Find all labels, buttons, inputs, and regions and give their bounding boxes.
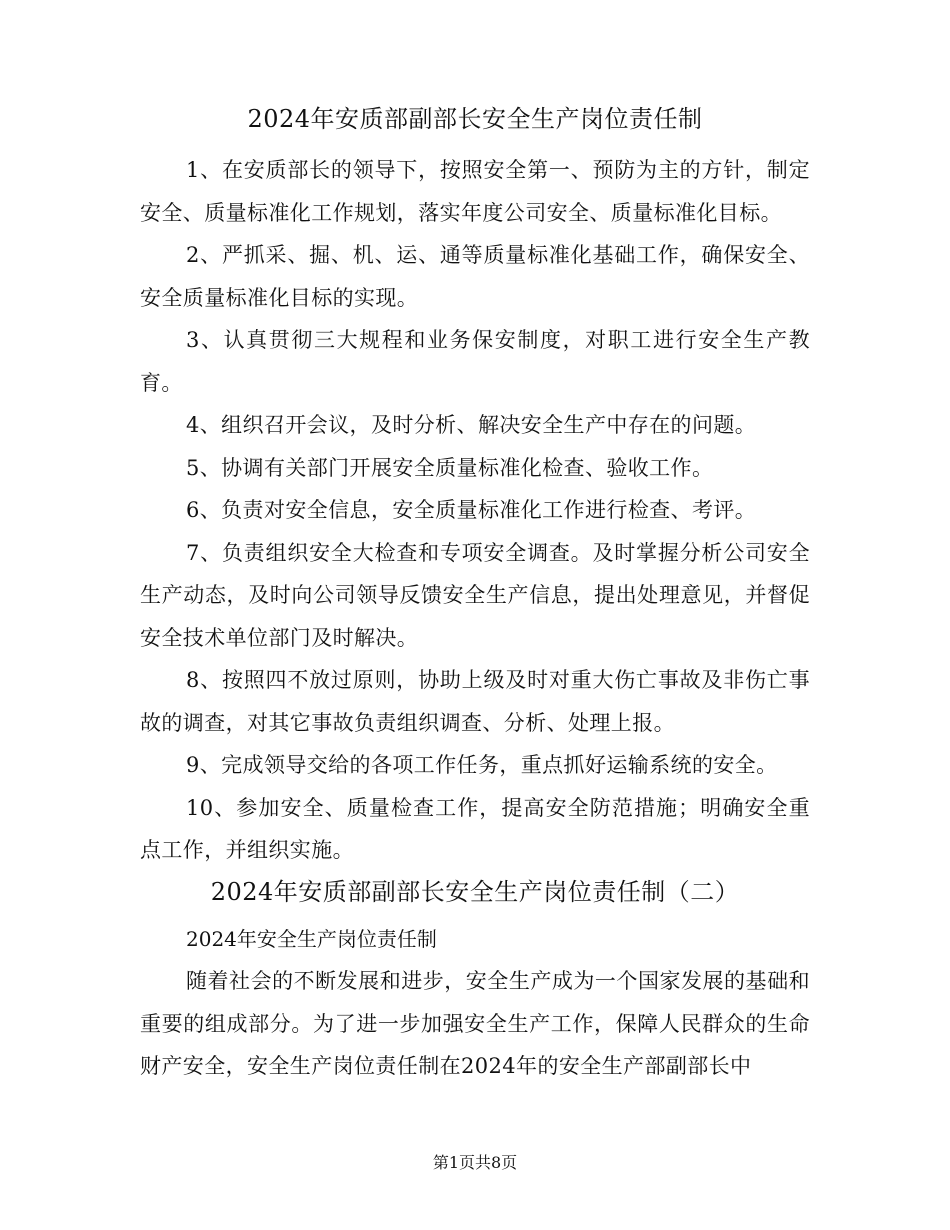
clause-4: 4、组织召开会议，及时分析、解决安全生产中存在的问题。	[186, 413, 757, 437]
clause-9: 9、完成领导交给的各项工作任务，重点抓好运输系统的安全。	[186, 753, 778, 777]
clause-1: 1、在安质部长的领导下，按照安全第一、预防为主的方针，制定安全、质量标准化工作规划，落实年度公司安全、质量标准化目标。	[140, 158, 810, 225]
document-body	[140, 95, 810, 1088]
clause-10: 10、参加安全、质量检查工作，提高安全防范措施；明确安全重点工作，并组织实施。	[140, 795, 810, 862]
clause-6: 6、负责对安全信息，安全质量标准化工作进行检查、考评。	[186, 498, 757, 522]
page-number-footer: 第1页共8页	[432, 1153, 518, 1172]
section-2-paragraph: 随着社会的不断发展和进步，安全生产成为一个国家发展的基础和重要的组成部分。为了进一步加强安全生产工作，保障人民群众的生命财产安全，安全生产岗位责任制在2024年的安全生产部副部长中	[140, 969, 810, 1078]
clause-5: 5、协调有关部门开展安全质量标准化检查、验收工作。	[186, 455, 714, 480]
clause-8: 8、按照四不放过原则，协助上级及时对重大伤亡事故及非伤亡事故的调查，对其它事故负责组织调查、分析、处理上报。	[140, 668, 810, 735]
section-subtitle-2: 2024年安全生产岗位责任制	[186, 926, 437, 951]
clause-3: 3、认真贯彻三大规程和业务保安制度，对职工进行安全生产教育。	[140, 328, 810, 395]
section-title-2: 2024年安质部副部长安全生产岗位责任制（二）	[210, 877, 740, 906]
document-title: 2024年安质部副部长安全生产岗位责任制	[247, 105, 703, 133]
clause-2: 2、严抓采、掘、机、运、通等质量标准化基础工作，确保安全、安全质量标准化目标的实现。	[140, 243, 810, 310]
clause-7: 7、负责组织安全大检查和专项安全调查。及时掌握分析公司安全生产动态，及时向公司领导反馈安全生产信息，提出处理意见，并督促安全技术单位部门及时解决。	[140, 540, 810, 650]
